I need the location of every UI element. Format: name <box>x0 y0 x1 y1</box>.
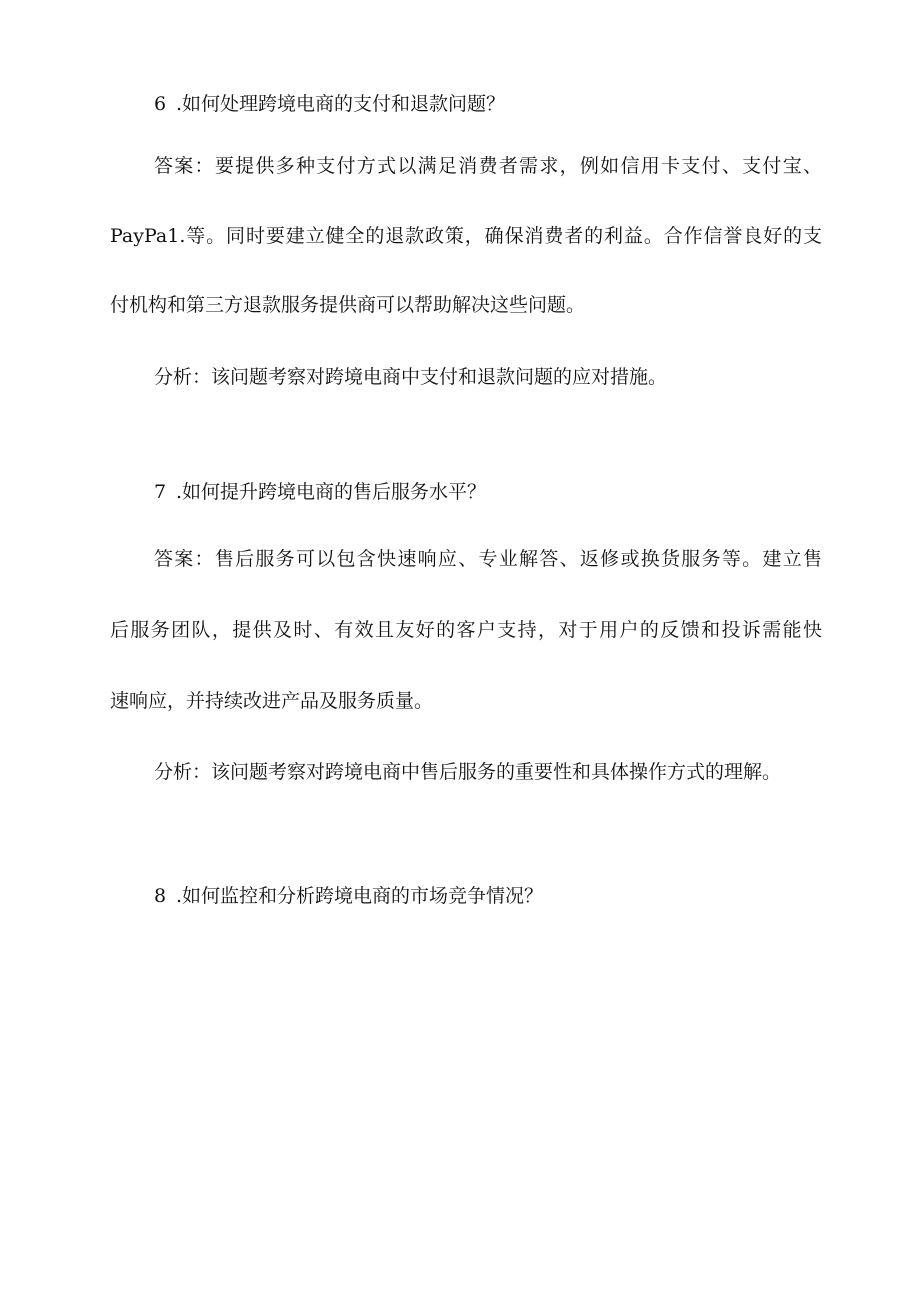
question-number: 6 <box>154 93 167 115</box>
question-number: 7 <box>154 481 167 503</box>
question-6-heading <box>154 91 822 117</box>
question-title: .如何提升跨境电商的售后服务水平？ <box>176 481 487 503</box>
question-title: .如何监控和分析跨境电商的市场竞争情况？ <box>176 885 544 907</box>
question-title: .如何处理跨境电商的支付和退款问题？ <box>176 93 506 115</box>
answer-6-line-3: 付机构和第三方退款服务提供商可以帮助解决这些问题。 <box>110 294 586 316</box>
answer-6-line-2: PayPa1.等。同时要建立健全的退款政策，确保消费者的利益。合作信誉良好的支 <box>110 225 822 247</box>
answer-7-line-2: 后服务团队，提供及时、有效且友好的客户支持，对于用户的反馈和投诉需能快 <box>110 619 822 641</box>
answer-6-line-1: 答案：要提供多种支付方式以满足消费者需求，例如信用卡支付、支付宝、 <box>154 155 822 177</box>
question-8-heading <box>154 883 822 909</box>
answer-7-line-3: 速响应，并持续改进产品及服务质量。 <box>110 690 434 712</box>
question-7-heading <box>154 479 822 505</box>
answer-7-line-1: 答案：售后服务可以包含快速响应、专业解答、返修或换货服务等。建立售 <box>154 548 822 570</box>
analysis-6: 分析：该问题考察对跨境电商中支付和退款问题的应对措施。 <box>154 366 668 388</box>
question-number: 8 <box>154 885 167 907</box>
analysis-7: 分析：该问题考察对跨境电商中售后服务的重要性和具体操作方式的理解。 <box>154 761 782 783</box>
